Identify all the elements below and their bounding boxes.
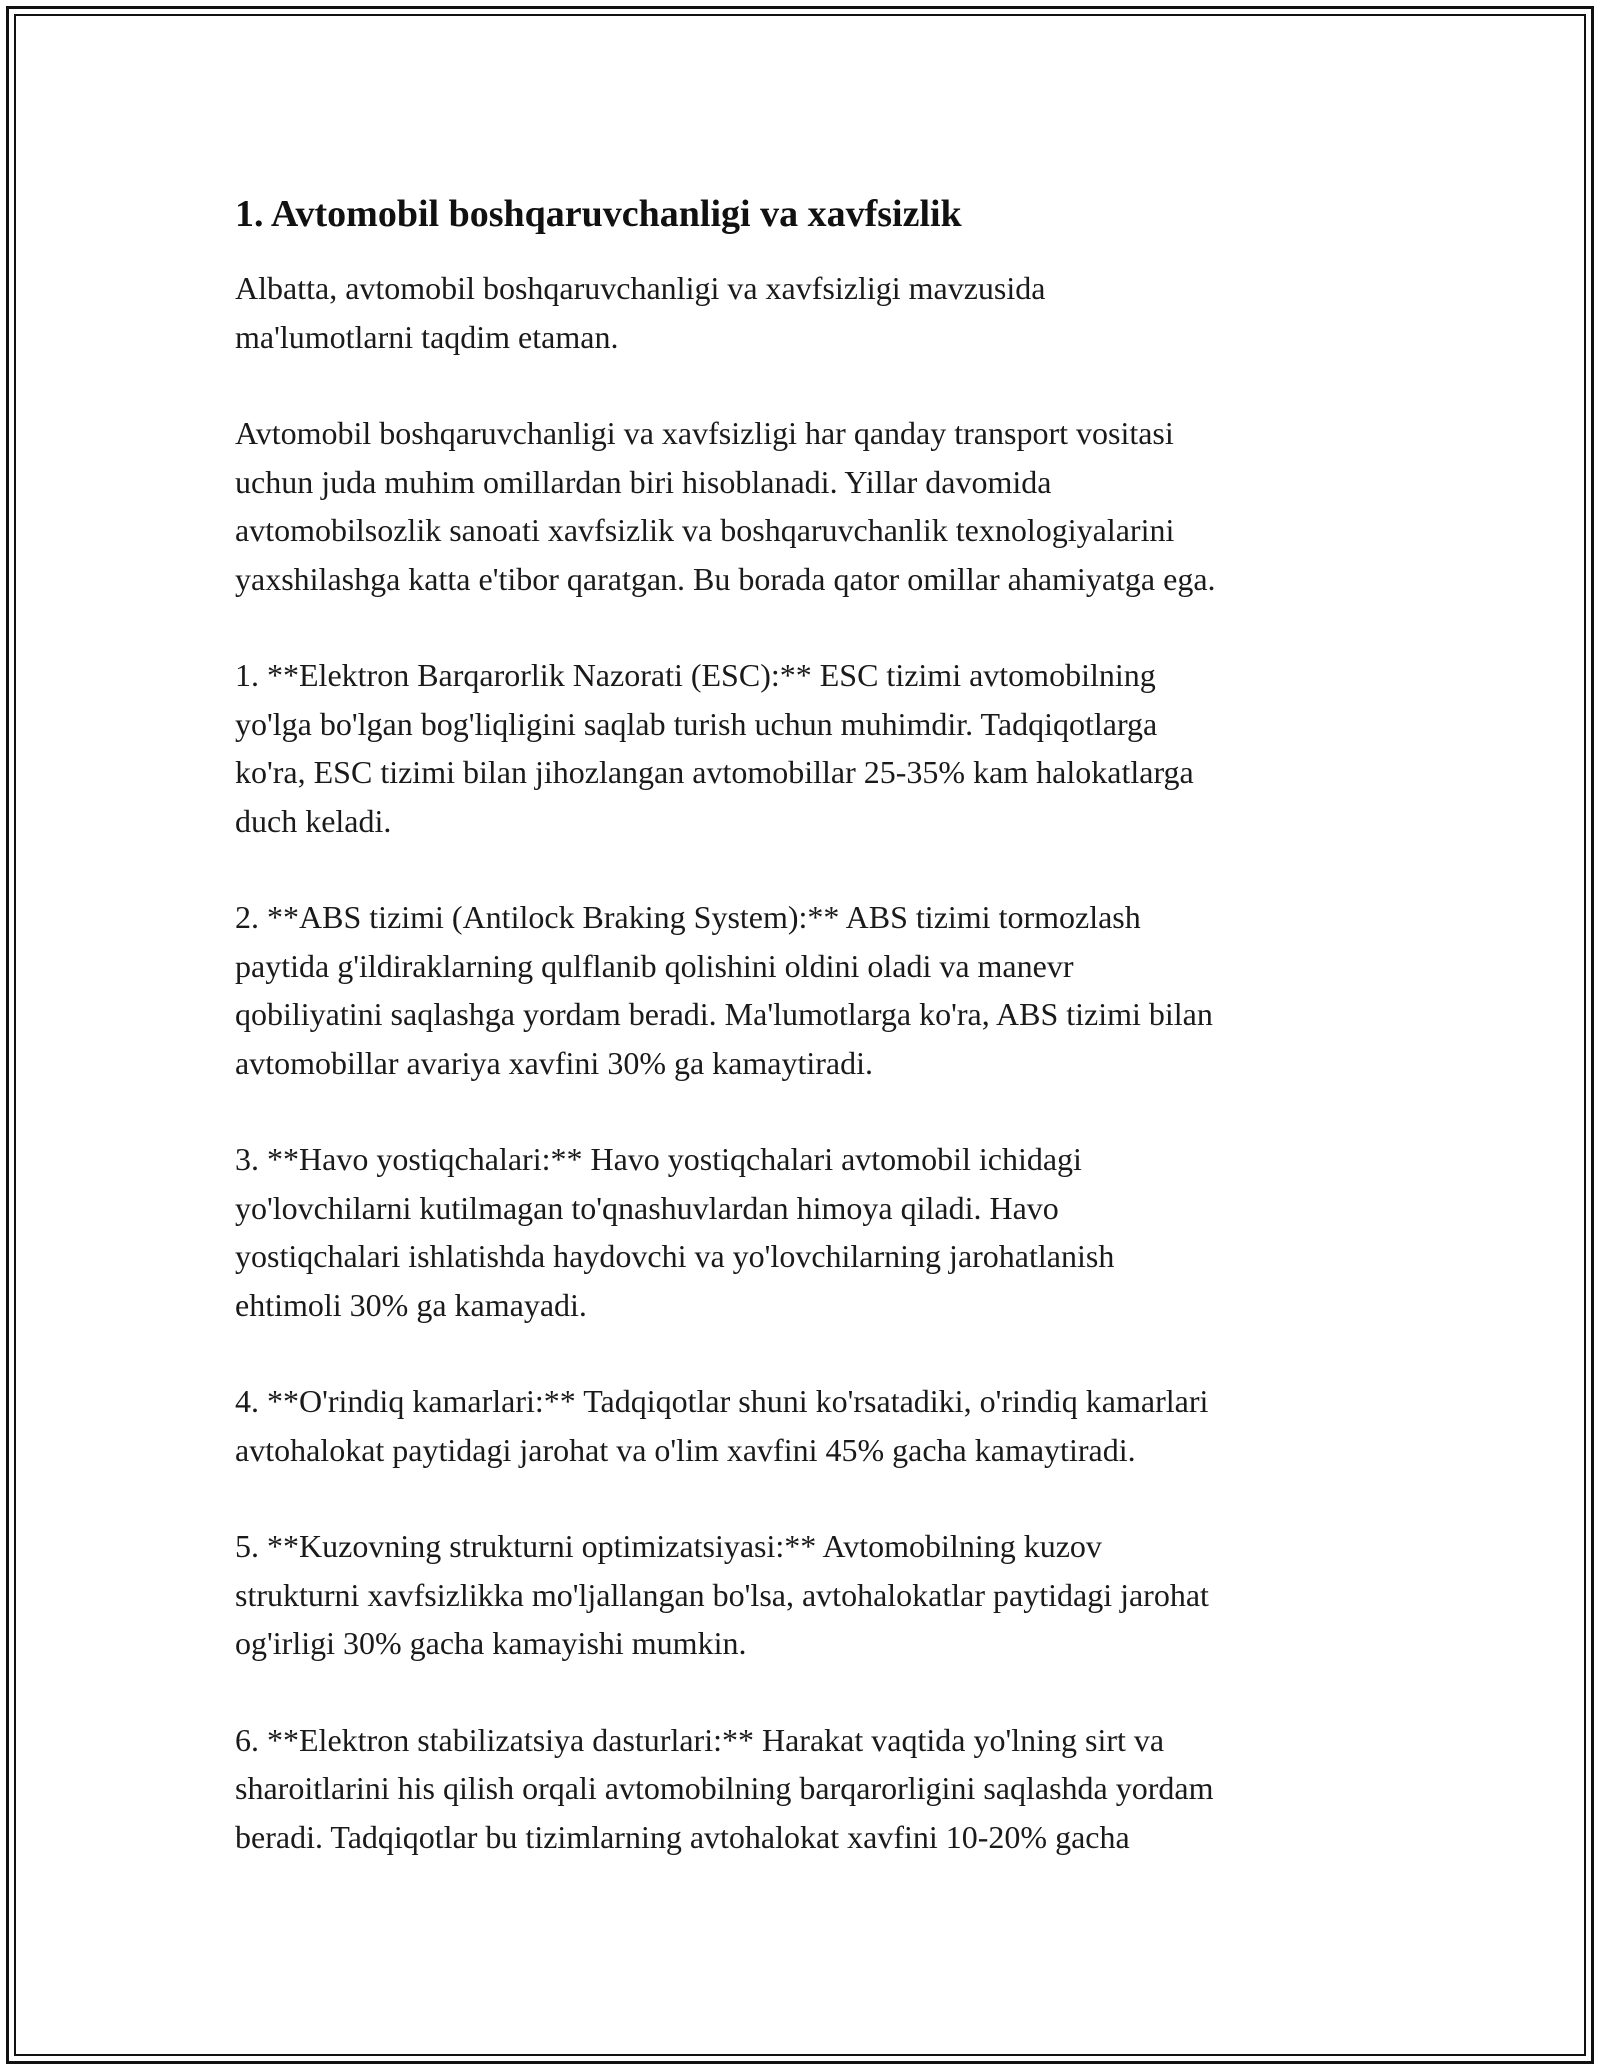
list-item-seat-belts: 4. **O'rindiq kamarlari:** Tadqiqotlar shuni ko'rsatadiki, o'rindiq kamarlari avtohalokat paytidagi jarohat va o'lim xavfini 45% gacha kamaytiradi. bbox=[235, 1383, 1209, 1468]
list-item-body-structure: 5. **Kuzovning strukturni optimizatsiyasi:** Avtomobilning kuzov strukturni xavfsizlikka mo'ljallangan bo'lsa, avtohalokatlar paytidagi jarohat og'irligi 30% gacha kamayishi mumkin. bbox=[235, 1528, 1209, 1661]
list-item-abs: 2. **ABS tizimi (Antilock Braking System):** ABS tizimi tormozlash paytida g'ildiraklarning qulflanib qolishini oldini oladi va manevr qobiliyatini saqlashga yordam beradi. Ma'lumotlarga ko'ra, ABS tizimi bilan avtomobillar avariya xavfini 30% ga kamaytiradi. bbox=[235, 899, 1213, 1081]
paragraph-overview: Avtomobil boshqaruvchanligi va xavfsizligi har qanday transport vositasi uchun juda muhim omillardan biri hisoblanadi. Yillar davomida avtomobilsozlik sanoati xavfsizlik va boshqaruvchanlik texnologiyalarini yaxshilashga katta e'tibor qaratgan. Bu borada qator omillar ahamiyatga ega. bbox=[235, 415, 1216, 597]
list-item-esc: 1. **Elektron Barqarorlik Nazorati (ESC):** ESC tizimi avtomobilning yo'lga bo'lgan bog'liqligini saqlab turish uchun muhimdir. Tadqiqotlarga ko'ra, ESC tizimi bilan jihozlangan avtomobillar 25-35% kam halokatlarga duch keladi. bbox=[235, 657, 1194, 839]
paragraph-intro: Albatta, avtomobil boshqaruvchanligi va xavfsizligi mavzusida ma'lumotlarni taqdim etaman. bbox=[235, 270, 1046, 355]
list-item-stabilization: 6. **Elektron stabilizatsiya dasturlari:** Harakat vaqtida yo'lning sirt va sharoitlarini his qilish orqali avtomobilning barqarorligini saqlashda yordam beradi. Tadqiqotlar bu tizimlarning avtohalokat xavfini 10-20% gacha bbox=[235, 1721, 1214, 1855]
list-item-airbags: 3. **Havo yostiqchalari:** Havo yostiqchalari avtomobil ichidagi yo'lovchilarni kutilmagan to'qnashuvlardan himoya qiladi. Havo yostiqchalari ishlatishda haydovchi va yo'lovchilarning jarohatlanish ehtimoli 30% ga kamayadi. bbox=[235, 1141, 1115, 1323]
document-page bbox=[235, 186, 1385, 1909]
document-title: 1. Avtomobil boshqaruvchanligi va xavfsizlik bbox=[235, 193, 962, 235]
